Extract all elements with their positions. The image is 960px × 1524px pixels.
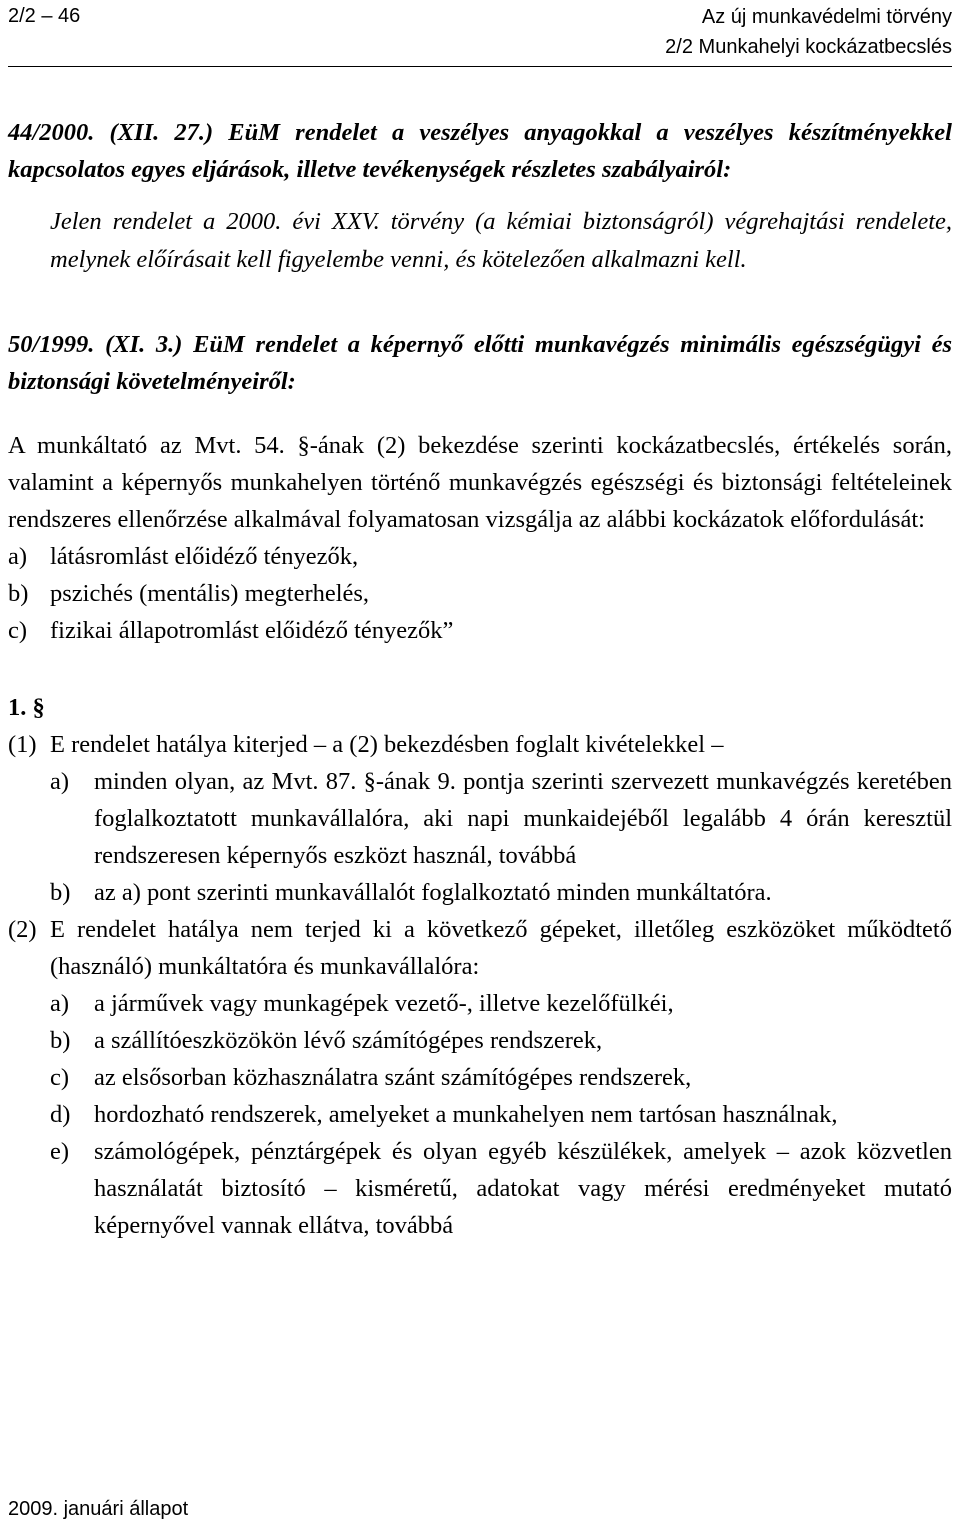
paragraph-2-item — [50, 1059, 952, 1096]
list-item-label: d) — [50, 1101, 71, 1128]
paragraph-2-item — [50, 1133, 952, 1244]
list-item-text: fizikai állapotromlást előidéző tényezők” — [50, 617, 454, 644]
paragraph-2-item — [50, 1022, 952, 1059]
regulation-note-1: Jelen rendelet a 2000. évi XXV. törvény (a kémiai biztonságról) végrehajtási rendelete, melynek előírásait kell figyelembe venni, és kötelezően alkalmazni kell. — [50, 208, 952, 273]
list-item-text: pszichés (mentális) megterhelés, — [50, 580, 370, 607]
list-item-text: az elsősorban közhasználatra szánt számítógépes rendszerek, — [94, 1064, 692, 1091]
paragraph-2 — [8, 911, 952, 985]
list-item-text: az a) pont szerinti munkavállalót foglalkoztató minden munkáltatóra. — [94, 879, 772, 906]
risk-item — [8, 538, 952, 575]
header-chapter-title: 2/2 Munkahelyi kockázatbecslés — [665, 36, 952, 58]
list-item-label: c) — [50, 1064, 70, 1091]
paragraph-1-item — [50, 763, 952, 874]
paragraph-text: E rendelet hatálya nem terjed ki a következő gépeket, illetőleg eszközöket működtető (használó) munkáltatóra és munkavállalóra: — [50, 916, 952, 980]
list-item-label: a) — [8, 543, 28, 570]
list-item-text: számológépek, pénztárgépek és olyan egyéb készülékek, amelyek – azok közvetlen használatát biztosító – kisméretű, adatokat vagy mérési eredményeket mutató képernyővel vannak ellátva, továbbá — [94, 1138, 952, 1239]
paragraph-text: E rendelet hatálya kiterjed – a (2) bekezdésben foglalt kivételekkel – — [50, 731, 724, 758]
list-item-label: c) — [8, 617, 28, 644]
paragraph-1-item — [50, 874, 952, 911]
header-page-number: 2/2 – 46 — [8, 5, 81, 27]
paragraph-2-item — [50, 1096, 952, 1133]
list-item-label: b) — [50, 879, 71, 906]
page-body — [8, 114, 952, 1244]
header-divider — [8, 66, 952, 67]
paragraph-1 — [8, 726, 952, 763]
list-item-label: a) — [50, 990, 70, 1017]
footer-status: 2009. januári állapot — [8, 1498, 189, 1520]
list-item-label: b) — [8, 580, 29, 607]
regulation-intro: A munkáltató az Mvt. 54. §-ának (2) bekezdése szerinti kockázatbecslés, értékelés során, valamint a képernyős munkahelyen történő munkavégzés egészségi és biztonsági feltételeinek rendszeres ellenőrzése alkalmával folyamatosan vizsgálja az alábbi kockázatok előfordulását: — [8, 432, 952, 533]
list-item-text: a szállítóeszközökön lévő számítógépes rendszerek, — [94, 1027, 603, 1054]
list-item-label: a) — [50, 768, 70, 795]
section-number: 1. § — [8, 694, 45, 721]
list-item-label: e) — [50, 1138, 70, 1165]
list-item-text: minden olyan, az Mvt. 87. §-ának 9. pontja szerinti szervezett munkavégzés keretében foglalkoztatott munkavállalóra, aki napi munkaidejéből legalább 4 órán keresztül rendszeresen képernyős eszközt használ, továbbá — [94, 768, 952, 869]
paragraph-label: (1) — [8, 731, 37, 758]
list-item-text: hordozható rendszerek, amelyeket a munkahelyen nem tartósan használnak, — [94, 1101, 838, 1128]
paragraph-label: (2) — [8, 916, 37, 943]
list-item-text: a járművek vagy munkagépek vezető-, illetve kezelőfülkéi, — [94, 990, 674, 1017]
regulation-heading-2: 50/1999. (XI. 3.) EüM rendelet a képernyő előtti munkavégzés minimális egészségügyi és biztonsági követelményeiről: — [8, 331, 952, 395]
list-item-text: látásromlást előidéző tényezők, — [50, 543, 359, 570]
header-book-title: Az új munkavédelmi törvény — [701, 6, 952, 28]
risk-item — [8, 612, 952, 649]
header-title — [665, 2, 952, 62]
regulation-heading-1: 44/2000. (XII. 27.) EüM rendelet a veszélyes anyagokkal a veszélyes készítményekkel kapcsolatos egyes eljárások, illetve tevékenységek részletes szabályairól: — [8, 119, 952, 183]
risk-item — [8, 575, 952, 612]
list-item-label: b) — [50, 1027, 71, 1054]
paragraph-2-item — [50, 985, 952, 1022]
